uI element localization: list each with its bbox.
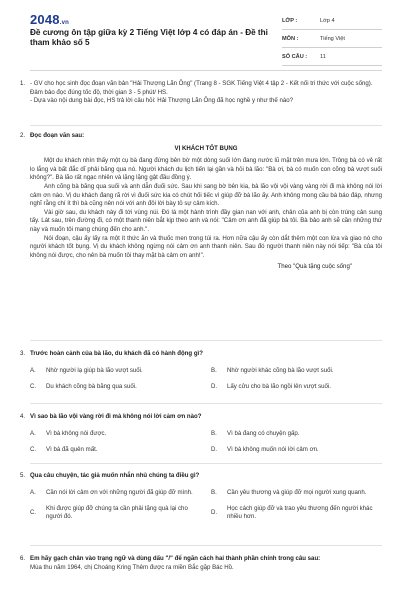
option-text: Vì bà đã quên mất. xyxy=(46,446,98,454)
option-letter: A. xyxy=(30,430,36,438)
meta-row-subject xyxy=(282,30,382,48)
logo-text: 2048 xyxy=(30,12,60,27)
options-list xyxy=(30,489,382,522)
option-a[interactable] xyxy=(30,367,201,377)
question-stem: Trước hoàn cảnh của bà lão, du khách đã có hành động gì? xyxy=(30,350,203,357)
option-text: Cần yêu thương và giúp đỡ mọi người xung quanh. xyxy=(227,489,367,497)
question-1 xyxy=(20,80,382,106)
option-text: Vì bà đang có chuyện gấp. xyxy=(227,430,300,438)
meta-value: 11 xyxy=(320,53,326,60)
passage-paragraph: Anh cõng bà băng qua suối và anh dẫn đuối sức. Sau khi sang bờ bên kia, bà lão vội vội vàng vàng rời đi mà không nói lời cảm ơn nào. Vị du khách đang rã rời vì đuối sức kia có chút hối tiếc vì giúp đỡ bà lão ấy. Anh không mong cầu bà báo đáp, nhưng nghĩ rằng chí ít thì bà cũng nên nói với anh đôi lời bày tỏ sự cảm kích. xyxy=(30,182,382,208)
question-1-line-2: - Dựa vào nội dung bài đọc, HS trả lời câu hỏi: Hải Thượng Lãn Ông đã học nghề y như thế nào? xyxy=(30,97,294,105)
question-stem: Vì sao bà lão vội vàng rời đi mà không nói lời cảm ơn nào? xyxy=(30,413,202,420)
option-b[interactable] xyxy=(211,489,382,499)
option-c[interactable] xyxy=(30,383,201,393)
passage xyxy=(30,157,382,260)
meta-row-class xyxy=(282,12,382,30)
meta-value: Lớp 4 xyxy=(320,17,335,24)
option-letter: A. xyxy=(30,489,36,497)
passage-paragraph: Vài giờ sau, du khách này đi tới vùng núi. Đó là một hành trình đầy gian nan với anh, chân của anh bị còn trúng cản sung tấy. Lát sau, trên đường đi, có một thanh niên bắt kịp theo anh và nói: "Cảm ơn anh đã giúp bà tôi. Bà bảo anh sẽ cần những thứ này và muốn tôi mang chúng đến cho anh.". xyxy=(30,208,382,233)
option-letter: D. xyxy=(211,446,218,454)
option-text: Du khách cõng bà băng qua suối. xyxy=(46,383,137,391)
question-6 xyxy=(20,555,382,572)
option-d[interactable] xyxy=(211,383,382,393)
meta-label: SỐ CÂU : xyxy=(282,53,308,60)
question-2 xyxy=(20,132,382,272)
options-list xyxy=(30,430,382,456)
question-3 xyxy=(20,350,382,393)
site-logo[interactable] xyxy=(30,12,69,27)
divider xyxy=(30,463,382,464)
option-letter: C. xyxy=(30,508,37,516)
meta-label: LỚP : xyxy=(282,17,298,24)
question-stem: Em hãy gạch chân vào trạng ngữ và dùng dấu "/" để ngăn cách hai thành phần chính trong câu sau: xyxy=(30,555,321,562)
option-text: Học cách giúp đỡ và trao yêu thương đến người khác nhiều hơn. xyxy=(227,504,373,521)
question-stem: Qua câu chuyện, tác giả muốn nhắn nhủ chúng ta điều gì? xyxy=(30,472,200,479)
option-letter: D. xyxy=(211,383,218,391)
meta-label: MÔN : xyxy=(282,35,299,42)
passage-paragraph: Một du khách nhìn thấy một cụ bà đang đứng bên bờ một dòng suối lớn đang nước lũ mặt trên mưa lớn. Trông bà có vẻ rất lo lắng và bất đắc dĩ phải băng qua nó. Người khách du lịch tiến lại gần và hỏi bà lão: "Bà ơi, bà có muốn con cõng bà vượt suối không?". Bà lão rất ngạc nhiên và lặng lặng gật đầu đồng ý. xyxy=(30,157,382,182)
divider xyxy=(30,545,382,546)
option-text: Nhờ người khác cõng bà lão vượt suối. xyxy=(227,367,334,375)
question-6-sentence: Mùa thu năm 1964, chị Choáng Kring Thêm được ra miền Bắc gặp Bác Hồ. xyxy=(30,563,234,571)
question-1-line-1: - GV cho học sinh đọc đoạn văn bản "Hải Thượng Lãn Ông" (Trang 8 - SGK Tiếng Việt 4 tập 2 - Kết nối tri thức với cuộc sống). Đảm bảo đọc đúng tốc độ, thời gian 3 - 5 phút/ HS. xyxy=(30,80,373,96)
option-letter: B. xyxy=(211,430,217,438)
option-text: Lấy cửu cho bà lão ngồi lên vượt suối. xyxy=(227,383,331,391)
option-text: Khi được giúp đỡ chúng ta cần phải tặng quà lại cho người đó. xyxy=(46,504,188,521)
option-c[interactable] xyxy=(30,446,201,456)
question-number: 1. xyxy=(20,80,26,87)
question-number: 5. xyxy=(20,472,26,479)
document-title: Đề cương ôn tập giữa kỳ 2 Tiếng Việt lớp 4 có đáp án - Đề thi tham khảo số 5 xyxy=(30,28,268,47)
passage-title: VỊ KHÁCH TỐT BỤNG xyxy=(174,144,238,152)
option-b[interactable] xyxy=(211,430,382,440)
divider xyxy=(30,340,382,341)
question-number: 2. xyxy=(20,132,26,139)
question-stem: Đọc đoạn văn sau: xyxy=(30,132,85,139)
option-letter: C. xyxy=(30,383,37,391)
question-number: 3. xyxy=(20,350,26,357)
question-5 xyxy=(20,472,382,522)
option-letter: C. xyxy=(30,446,37,454)
passage-paragraph: Nói đoạn, cậu ấy lấy ra một ít thức ăn và thuốc men trong túi ra. Hơn nữa cậu ấy còn dắt thêm một con lừa và giao nó cho người khách tốt bụng. Vị du khách không ngừng nói cảm ơn anh thanh niên. Sau đó người thanh niên này nói tiếp: "Bà của tôi không nói được, cho nên bà muốn tôi thay mặt bà cảm ơn anh!". xyxy=(30,234,382,259)
passage-source: Theo "Quà tặng cuộc sống" xyxy=(277,263,352,271)
meta-value: Tiếng Việt xyxy=(320,35,345,42)
question-number: 6. xyxy=(20,555,26,562)
divider xyxy=(30,125,382,126)
header-divider xyxy=(30,70,382,71)
divider xyxy=(30,403,382,404)
option-d[interactable] xyxy=(211,505,382,522)
option-letter: B. xyxy=(211,367,217,375)
option-letter: D. xyxy=(211,508,218,516)
option-text: Nhờ người lạ giúp bà lão vượt suối. xyxy=(46,367,143,375)
option-a[interactable] xyxy=(30,430,201,440)
logo-suffix: .vn xyxy=(59,20,70,26)
option-letter: B. xyxy=(211,489,217,497)
question-4 xyxy=(20,413,382,456)
option-c[interactable] xyxy=(30,505,201,522)
meta-row-count xyxy=(282,48,382,66)
option-text: Vì bà không muốn nói lời cảm ơn. xyxy=(227,446,319,454)
option-a[interactable] xyxy=(30,489,201,499)
option-letter: A. xyxy=(30,367,36,375)
question-number: 4. xyxy=(20,413,26,420)
meta-table xyxy=(282,12,382,66)
option-b[interactable] xyxy=(211,367,382,377)
options-list xyxy=(30,367,382,393)
option-d[interactable] xyxy=(211,446,382,456)
option-text: Cần nói lời cảm ơn với những người đã giúp đỡ mình. xyxy=(46,489,193,497)
option-text: Vì bà không nói được. xyxy=(46,430,107,438)
